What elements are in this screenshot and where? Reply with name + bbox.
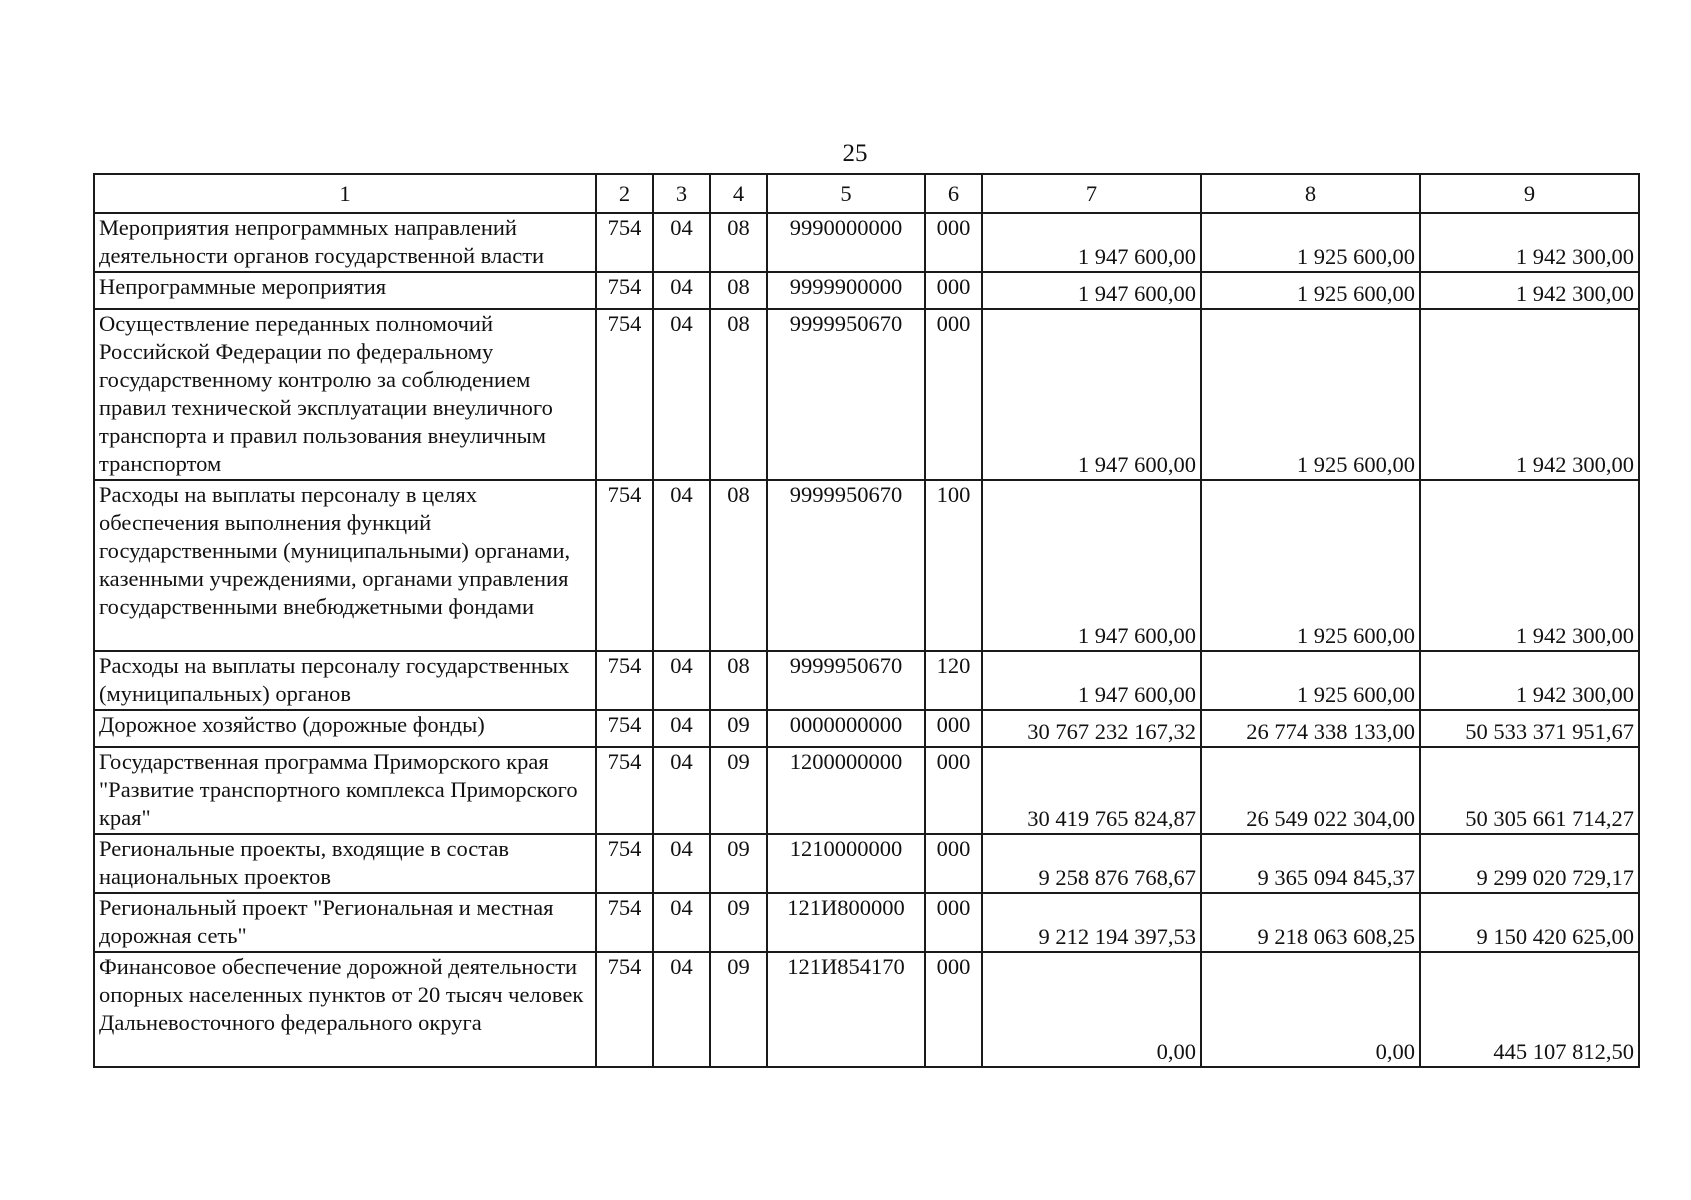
admin-code: 754 bbox=[596, 213, 653, 272]
amount-col-8: 1 925 600,00 bbox=[1201, 309, 1420, 480]
table-row bbox=[94, 651, 1639, 710]
amount-col-9: 1 942 300,00 bbox=[1420, 213, 1639, 272]
amount-col-7: 30 419 765 824,87 bbox=[982, 747, 1201, 834]
budget-table bbox=[93, 173, 1640, 1068]
expense-type-code: 000 bbox=[925, 213, 982, 272]
subsection-code: 08 bbox=[710, 213, 767, 272]
expense-name: Расходы на выплаты персоналу государственных (муниципальных) органов bbox=[94, 651, 596, 710]
admin-code: 754 bbox=[596, 309, 653, 480]
target-code: 1210000000 bbox=[767, 834, 925, 893]
column-number: 4 bbox=[710, 174, 767, 213]
amount-col-8: 1 925 600,00 bbox=[1201, 651, 1420, 710]
amount-col-9: 1 942 300,00 bbox=[1420, 480, 1639, 651]
section-code: 04 bbox=[653, 747, 710, 834]
admin-code: 754 bbox=[596, 272, 653, 309]
table-row bbox=[94, 747, 1639, 834]
admin-code: 754 bbox=[596, 747, 653, 834]
amount-col-9: 50 305 661 714,27 bbox=[1420, 747, 1639, 834]
column-number: 9 bbox=[1420, 174, 1639, 213]
amount-col-8: 9 365 094 845,37 bbox=[1201, 834, 1420, 893]
admin-code: 754 bbox=[596, 893, 653, 952]
subsection-code: 09 bbox=[710, 952, 767, 1067]
section-code: 04 bbox=[653, 834, 710, 893]
amount-col-7: 1 947 600,00 bbox=[982, 309, 1201, 480]
column-number: 2 bbox=[596, 174, 653, 213]
section-code: 04 bbox=[653, 213, 710, 272]
page-number: 25 bbox=[842, 140, 868, 167]
amount-col-8: 9 218 063 608,25 bbox=[1201, 893, 1420, 952]
amount-col-8: 1 925 600,00 bbox=[1201, 480, 1420, 651]
amount-col-8: 1 925 600,00 bbox=[1201, 272, 1420, 309]
amount-col-8: 1 925 600,00 bbox=[1201, 213, 1420, 272]
expense-name: Финансовое обеспечение дорожной деятельности опорных населенных пунктов от 20 тысяч человек Дальневосточного федерального округа bbox=[94, 952, 596, 1067]
amount-col-9: 9 299 020 729,17 bbox=[1420, 834, 1639, 893]
target-code: 9999950670 bbox=[767, 480, 925, 651]
amount-col-8: 26 549 022 304,00 bbox=[1201, 747, 1420, 834]
amount-col-8: 0,00 bbox=[1201, 952, 1420, 1067]
table-row bbox=[94, 834, 1639, 893]
target-code: 1200000000 bbox=[767, 747, 925, 834]
section-code: 04 bbox=[653, 480, 710, 651]
expense-type-code: 000 bbox=[925, 893, 982, 952]
column-number-row bbox=[94, 174, 1639, 213]
admin-code: 754 bbox=[596, 952, 653, 1067]
expense-name: Мероприятия непрограммных направлений деятельности органов государственной власти bbox=[94, 213, 596, 272]
amount-col-9: 1 942 300,00 bbox=[1420, 309, 1639, 480]
expense-name: Региональный проект "Региональная и местная дорожная сеть" bbox=[94, 893, 596, 952]
table-row bbox=[94, 272, 1639, 309]
section-code: 04 bbox=[653, 893, 710, 952]
expense-name: Государственная программа Приморского края "Развитие транспортного комплекса Приморского края" bbox=[94, 747, 596, 834]
amount-col-9: 50 533 371 951,67 bbox=[1420, 710, 1639, 747]
amount-col-7: 1 947 600,00 bbox=[982, 651, 1201, 710]
expense-type-code: 000 bbox=[925, 834, 982, 893]
table-body bbox=[94, 174, 1639, 1067]
admin-code: 754 bbox=[596, 710, 653, 747]
target-code: 9999950670 bbox=[767, 651, 925, 710]
expense-type-code: 000 bbox=[925, 710, 982, 747]
expense-type-code: 000 bbox=[925, 272, 982, 309]
table-row bbox=[94, 893, 1639, 952]
section-code: 04 bbox=[653, 309, 710, 480]
target-code: 0000000000 bbox=[767, 710, 925, 747]
subsection-code: 09 bbox=[710, 834, 767, 893]
subsection-code: 09 bbox=[710, 747, 767, 834]
target-code: 121И800000 bbox=[767, 893, 925, 952]
amount-col-7: 30 767 232 167,32 bbox=[982, 710, 1201, 747]
expense-name: Расходы на выплаты персоналу в целях обеспечения выполнения функций государственными (муниципальными) органами, казенными учреждениями, органами управления государственными внебюджетными фондами bbox=[94, 480, 596, 651]
expense-name: Дорожное хозяйство (дорожные фонды) bbox=[94, 710, 596, 747]
admin-code: 754 bbox=[596, 480, 653, 651]
amount-col-7: 1 947 600,00 bbox=[982, 272, 1201, 309]
amount-col-7: 9 212 194 397,53 bbox=[982, 893, 1201, 952]
section-code: 04 bbox=[653, 952, 710, 1067]
amount-col-9: 1 942 300,00 bbox=[1420, 651, 1639, 710]
column-number: 1 bbox=[94, 174, 596, 213]
expense-name: Непрограммные мероприятия bbox=[94, 272, 596, 309]
expense-type-code: 100 bbox=[925, 480, 982, 651]
amount-col-7: 1 947 600,00 bbox=[982, 213, 1201, 272]
amount-col-9: 1 942 300,00 bbox=[1420, 272, 1639, 309]
column-number: 3 bbox=[653, 174, 710, 213]
expense-type-code: 000 bbox=[925, 747, 982, 834]
admin-code: 754 bbox=[596, 651, 653, 710]
section-code: 04 bbox=[653, 651, 710, 710]
target-code: 121И854170 bbox=[767, 952, 925, 1067]
section-code: 04 bbox=[653, 272, 710, 309]
table-row bbox=[94, 213, 1639, 272]
expense-type-code: 000 bbox=[925, 309, 982, 480]
subsection-code: 08 bbox=[710, 272, 767, 309]
target-code: 9999900000 bbox=[767, 272, 925, 309]
expense-name: Региональные проекты, входящие в состав национальных проектов bbox=[94, 834, 596, 893]
column-number: 6 bbox=[925, 174, 982, 213]
target-code: 9990000000 bbox=[767, 213, 925, 272]
amount-col-7: 9 258 876 768,67 bbox=[982, 834, 1201, 893]
table-row bbox=[94, 710, 1639, 747]
amount-col-9: 445 107 812,50 bbox=[1420, 952, 1639, 1067]
subsection-code: 09 bbox=[710, 710, 767, 747]
table-row bbox=[94, 309, 1639, 480]
table-row bbox=[94, 480, 1639, 651]
amount-col-7: 1 947 600,00 bbox=[982, 480, 1201, 651]
table-row bbox=[94, 952, 1639, 1067]
expense-name: Осуществление переданных полномочий Российской Федерации по федеральному государственному контролю за соблюдением правил технической эксплуатации внеуличного транспорта и правил пользования внеуличным транспортом bbox=[94, 309, 596, 480]
admin-code: 754 bbox=[596, 834, 653, 893]
column-number: 7 bbox=[982, 174, 1201, 213]
subsection-code: 08 bbox=[710, 651, 767, 710]
subsection-code: 08 bbox=[710, 480, 767, 651]
column-number: 8 bbox=[1201, 174, 1420, 213]
target-code: 9999950670 bbox=[767, 309, 925, 480]
expense-type-code: 120 bbox=[925, 651, 982, 710]
column-number: 5 bbox=[767, 174, 925, 213]
amount-col-7: 0,00 bbox=[982, 952, 1201, 1067]
section-code: 04 bbox=[653, 710, 710, 747]
subsection-code: 08 bbox=[710, 309, 767, 480]
amount-col-8: 26 774 338 133,00 bbox=[1201, 710, 1420, 747]
expense-type-code: 000 bbox=[925, 952, 982, 1067]
subsection-code: 09 bbox=[710, 893, 767, 952]
amount-col-9: 9 150 420 625,00 bbox=[1420, 893, 1639, 952]
